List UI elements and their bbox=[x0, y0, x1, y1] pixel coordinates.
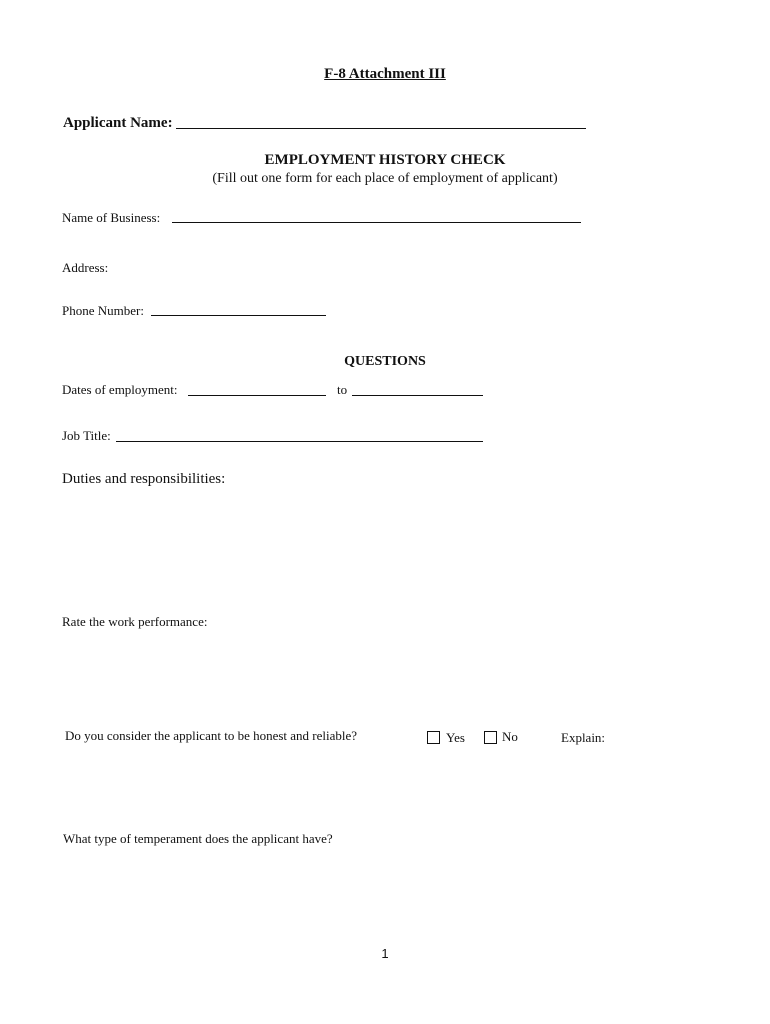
temperament-question-label: What type of temperament does the applicant have? bbox=[63, 831, 333, 846]
applicant-name-label: Applicant Name: bbox=[63, 115, 173, 131]
no-label: No bbox=[502, 729, 518, 744]
honest-question-label: Do you consider the applicant to be honest and reliable? bbox=[65, 728, 358, 743]
phone-label: Phone Number: bbox=[62, 303, 144, 318]
dates-to-line[interactable] bbox=[352, 395, 483, 396]
form-subtitle: (Fill out one form for each place of employment of applicant) bbox=[212, 171, 558, 186]
phone-line[interactable] bbox=[151, 315, 326, 316]
rate-performance-label: Rate the work performance: bbox=[62, 614, 208, 629]
job-title-line[interactable] bbox=[116, 441, 483, 442]
page-number: 1 bbox=[381, 946, 389, 961]
questions-heading: QUESTIONS bbox=[344, 354, 426, 369]
form-id-heading: F-8 Attachment III bbox=[324, 66, 446, 82]
dates-label: Dates of employment: bbox=[62, 382, 178, 397]
duties-label: Duties and responsibilities: bbox=[62, 471, 226, 487]
job-title-label: Job Title: bbox=[62, 428, 111, 443]
dates-from-line[interactable] bbox=[188, 395, 326, 396]
applicant-name-line[interactable] bbox=[176, 128, 586, 129]
form-title: EMPLOYMENT HISTORY CHECK bbox=[264, 152, 506, 168]
explain-label: Explain: bbox=[561, 730, 606, 745]
dates-to-label: to bbox=[337, 382, 348, 397]
no-checkbox[interactable] bbox=[484, 731, 497, 744]
yes-label: Yes bbox=[446, 730, 465, 745]
address-label: Address: bbox=[62, 260, 109, 275]
business-name-label: Name of Business: bbox=[62, 210, 161, 225]
business-name-line[interactable] bbox=[172, 222, 581, 223]
yes-checkbox[interactable] bbox=[427, 731, 440, 744]
